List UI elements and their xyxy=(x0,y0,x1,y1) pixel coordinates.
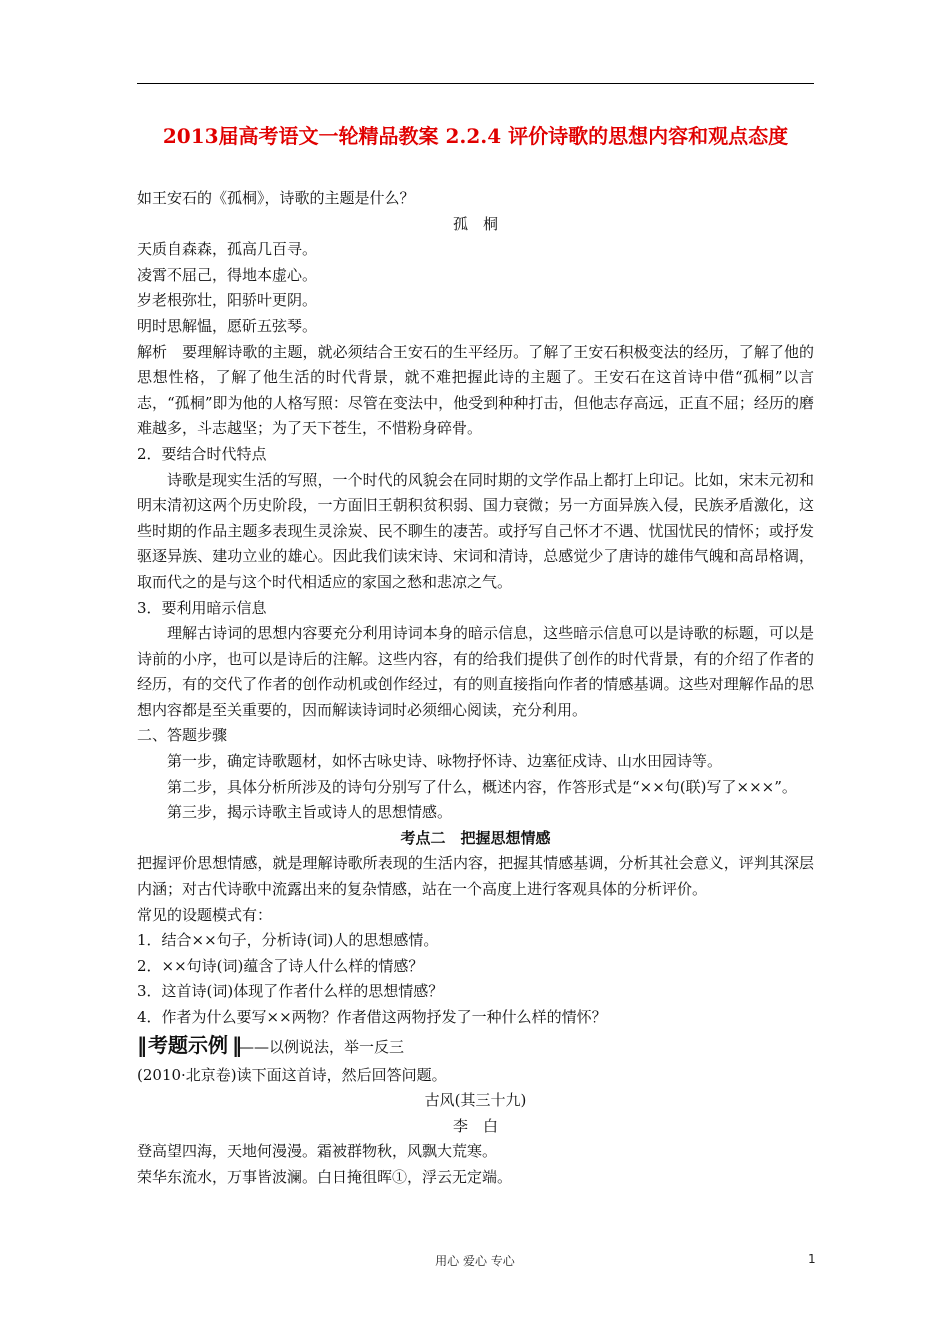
step-item: 第一步，确定诗歌题材，如怀古咏史诗、咏物抒怀诗、边塞征戍诗、山水田园诗等。 xyxy=(167,752,723,771)
section-heading: 2．要结合时代特点 xyxy=(137,444,267,463)
poem-line: 明时思解愠，愿斫五弦琴。 xyxy=(137,316,318,335)
patterns-heading: 常见的设题模式有： xyxy=(137,905,273,924)
steps-heading: 二、答题步骤 xyxy=(137,726,228,745)
example-subtitle: ——以例说法，举一反三 xyxy=(239,1037,405,1056)
double-bar-right: ‖ xyxy=(232,1032,239,1057)
section-heading: 3．要利用暗示信息 xyxy=(137,598,267,617)
page-number: 1 xyxy=(808,1252,816,1266)
example-source: (2010·北京卷)读下面这首诗，然后回答问题。 xyxy=(137,1065,447,1084)
pattern-item: 3．这首诗(词)体现了作者什么样的思想情感？ xyxy=(137,982,444,1001)
double-bar-left: ‖ xyxy=(137,1032,144,1057)
poem-line: 岁老根弥壮，阳骄叶更阴。 xyxy=(137,291,318,310)
header-rule xyxy=(137,83,814,84)
example-poem-line: 登高望四海，天地何漫漫。霜被群物秋，风飘大荒寒。 xyxy=(137,1142,498,1161)
pattern-item: 1．结合××句子，分析诗(词)人的思想感情。 xyxy=(137,931,439,950)
pattern-item: 4．作者为什么要写××两物？作者借这两物抒发了一种什么样的情怀？ xyxy=(137,1008,607,1026)
pattern-item: 2．××句诗(词)蕴含了诗人什么样的情感？ xyxy=(137,956,424,975)
analysis-paragraph: 解析 要理解诗歌的主题，就必须结合王安石的生平经历。了解了王安石积极变法的经历，了解了他的思想性格，了解了他生活的时代背景，就不难把握此诗的主题了。王安石在这首诗中借“孤桐”以言志，“孤桐”即为他的人格写照：尽管在变法中，他受到种种打击，但他志存高远，正直不屈；经历的磨难越多，斗志越坚；为了天下苍生，不惜粉身碎骨。 xyxy=(137,342,814,438)
example-poem-title: 古风(其三十九) xyxy=(424,1091,527,1110)
point-paragraph: 把握评价思想情感，就是理解诗歌所表现的生活内容，把握其情感基调，分析其社会意义，评判其深层内涵；对古代诗歌中流露出来的复杂情感，站在一个高度上进行客观具体的分析评价。 xyxy=(137,854,814,899)
poem-title: 孤 桐 xyxy=(452,214,498,233)
step-item: 第三步，揭示诗歌主旨或诗人的思想情感。 xyxy=(167,803,453,822)
poem-line: 天质自森森，孤高几百寻。 xyxy=(137,240,318,259)
example-section-header xyxy=(137,1033,814,1063)
example-poem-author: 李 白 xyxy=(452,1116,498,1135)
document-body xyxy=(137,186,814,1191)
point-heading: 考点二 把握思想情感 xyxy=(400,828,551,847)
section-paragraph: 诗歌是现实生活的写照，一个时代的风貌会在同时期的文学作品上都打上印记。比如，宋末元初和明末清初这两个历史阶段，一方面旧王朝积贫积弱、国力衰微；另一方面异族入侵，民族矛盾激化，这些时期的作品主题多表现生灵涂炭、民不聊生的凄苦。或抒写自己怀才不遇、忧国忧民的情怀；或抒发驱逐异族、建功立业的雄心。因此我们读宋诗、宋词和清诗，总感觉少了唐诗的雄伟气魄和高昂格调，取而代之的是与这个时代相适应的家国之愁和悲凉之气。 xyxy=(137,470,814,591)
poem-line: 凌霄不屈己，得地本虚心。 xyxy=(137,265,318,284)
section-paragraph: 理解古诗词的思想内容要充分利用诗词本身的暗示信息，这些暗示信息可以是诗歌的标题，可以是诗前的小序，也可以是诗后的注解。这些内容，有的给我们提供了创作的时代背景，有的介绍了作者的经历，有的交代了作者的创作动机或创作经过，有的则直接指向作者的情感基调。这些对理解作品的思想内容都是至关重要的，因而解读诗词时必须细心阅读，充分利用。 xyxy=(137,624,814,719)
document-title: 2013届高考语文一轮精品教案 2.2.4 评价诗歌的思想内容和观点态度 xyxy=(162,124,789,148)
example-label: 考题示例 xyxy=(148,1032,228,1057)
example-poem-line: 荣华东流水，万事皆波澜。白日掩徂晖①，浮云无定端。 xyxy=(137,1167,513,1186)
intro-question: 如王安石的《孤桐》，诗歌的主题是什么？ xyxy=(137,189,415,207)
page-footer: 用心 爱心 专心 xyxy=(435,1254,515,1268)
step-item: 第二步，具体分析所涉及的诗句分别写了什么，概述内容，作答形式是“××句(联)写了×××”。 xyxy=(167,777,797,796)
